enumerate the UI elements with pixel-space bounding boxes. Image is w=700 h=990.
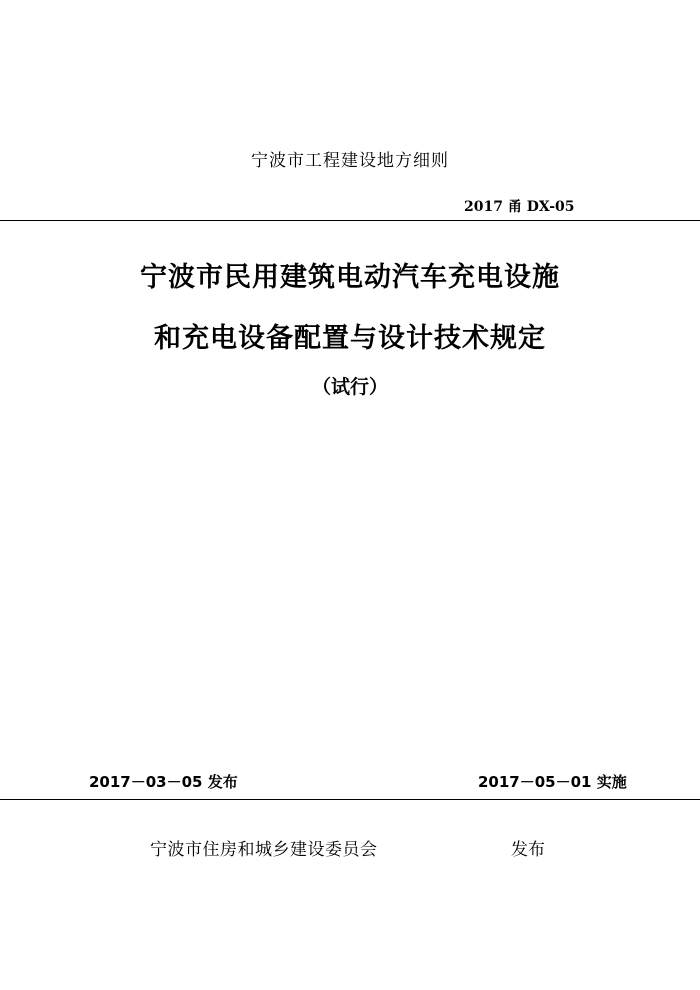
top-divider <box>0 220 700 221</box>
issuing-authority: 宁波市住房和城乡建设委员会 <box>150 840 378 860</box>
series-title: 宁波市工程建设地方细则 <box>251 151 449 171</box>
effective-date: 2017－05－01 实施 <box>478 773 627 791</box>
bottom-divider <box>0 799 700 800</box>
main-title-line-2: 和充电设备配置与设计技术规定 <box>154 323 546 354</box>
trial-subtitle: （试行） <box>311 376 388 398</box>
publish-label: 发布 <box>511 840 545 860</box>
main-title-line-1: 宁波市民用建筑电动汽车充电设施 <box>140 262 560 293</box>
issue-date: 2017－03－05 发布 <box>89 773 238 791</box>
document-number: 2017 甬 DX-05 <box>464 199 575 215</box>
